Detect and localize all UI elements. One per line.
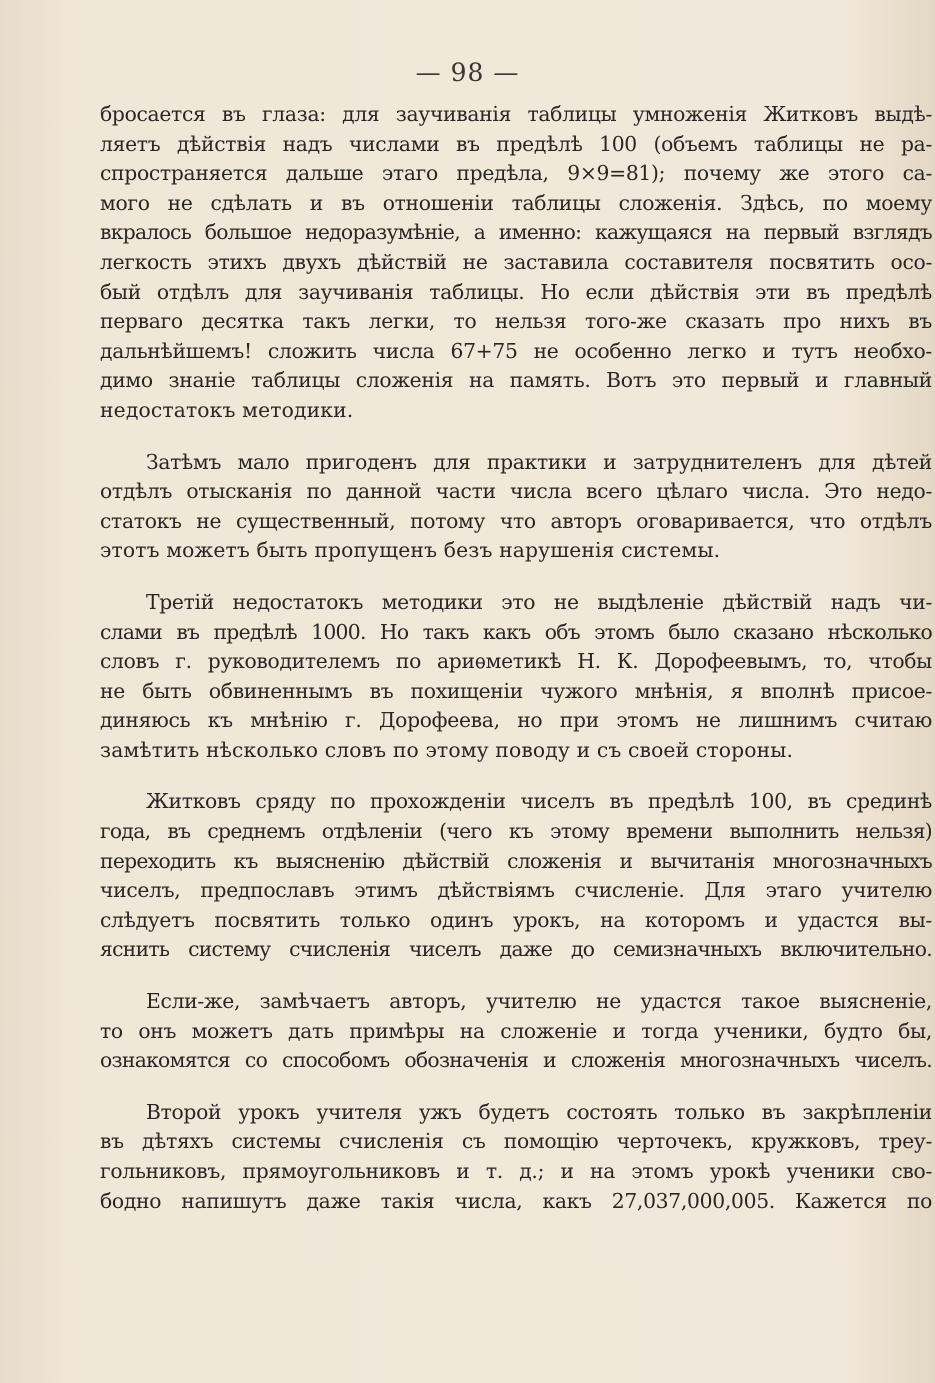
text-line: отдѣлъ отысканія по данной части числа всего цѣлаго числа. Это недо- — [100, 479, 932, 504]
text-line: гольниковъ, прямоугольниковъ и т. д.; и на этомъ урокѣ ученики сво- — [100, 1159, 932, 1183]
text-line: мого не сдѣлать и въ отношеніи таблицы сложенія. Здѣсь, по моему — [100, 190, 932, 215]
paragraph-5 — [100, 987, 932, 1076]
text-line: переходить къ выясненію дѣйствій сложенія и вычитанія многозначныхъ — [100, 848, 932, 873]
text-line: бый отдѣлъ для заучиванія таблицы. Но если дѣйствія эти въ предѣлѣ — [100, 279, 932, 304]
text-line: спространяется дальше этаго предѣла, 9×9=81); почему же этого са- — [100, 161, 932, 186]
text-line: вкралось большое недоразумѣніе, а именно: кажущаяся на первый взглядъ — [100, 220, 932, 245]
page-number: — 98 — — [415, 58, 520, 87]
paragraph-4 — [100, 787, 932, 965]
paragraph-2 — [100, 448, 932, 566]
text-line: бросается въ глаза: для заучиванія таблицы умноженія Житковъ выдѣ- — [100, 102, 932, 126]
text-line: недостатокъ методики. — [100, 397, 354, 422]
text-line: Затѣмъ мало пригоденъ для практики и затруднителенъ для дѣтей — [146, 449, 932, 474]
page-body — [100, 100, 932, 1238]
text-line: года, въ среднемъ отдѣленіи (чего къ этому времени выполнить нельзя) — [100, 819, 932, 844]
text-line: статокъ не существенный, потому что авторъ оговаривается, что отдѣлъ — [100, 508, 932, 533]
text-line: слами въ предѣлѣ 1000. Но такъ какъ объ этомъ было сказано нѣсколько — [100, 619, 932, 644]
paragraph-1 — [100, 100, 932, 426]
text-line: Второй урокъ учителя ужъ будетъ состоять только въ закрѣпленіи — [146, 1099, 932, 1124]
text-line: словъ г. руководителемъ по ариѳметикѣ Н. К. Дорофеевымъ, то, чтобы — [100, 649, 932, 674]
text-line: дальнѣйшемъ! сложить числа 67+75 не особенно легко и тутъ необхо- — [100, 338, 932, 363]
text-line: не быть обвиненнымъ въ похищеніи чужого мнѣнія, я вполнѣ присое- — [100, 678, 932, 703]
text-line: ознакомятся со способомъ обозначенія и сложенія многозначныхъ чиселъ. — [100, 1048, 932, 1073]
text-line: ляетъ дѣйствія надъ числами въ предѣлѣ 100 (объемъ таблицы не ра- — [100, 131, 932, 156]
text-line: въ дѣтяхъ системы счисленія съ помощію черточекъ, кружковъ, треу- — [100, 1129, 932, 1154]
paragraph-3 — [100, 588, 932, 766]
text-line: перваго десятка такъ легки, то нельзя того-же сказать про нихъ въ — [100, 309, 932, 334]
text-line: слѣдуетъ посвятить только одинъ урокъ, на которомъ и удастся вы- — [100, 907, 932, 932]
paragraph-6 — [100, 1098, 932, 1216]
text-line: Если-же, замѣчаетъ авторъ, учителю не удастся такое выясненіе, — [146, 989, 932, 1014]
text-line: Житковъ сряду по прохожденіи чиселъ въ предѣлѣ 100, въ срединѣ — [146, 789, 932, 814]
text-line: димо знаніе таблицы сложенія на память. Вотъ это первый и главный — [100, 368, 932, 393]
text-line: легкость этихъ двухъ дѣйствій не заставила составителя посвятить осо- — [100, 249, 932, 274]
text-line: чиселъ, предпославъ этимъ дѣйствіямъ счисленіе. Для этаго учителю — [100, 878, 932, 903]
text-line: этотъ можетъ быть пропущенъ безъ нарушенія системы. — [100, 538, 721, 563]
text-line: то онъ можетъ дать примѣры на сложеніе и тогда ученики, будто бы, — [100, 1018, 932, 1043]
text-line: замѣтить нѣсколько словъ по этому поводу и съ своей стороны. — [100, 737, 794, 762]
text-line: бодно напишутъ даже такія числа, какъ 27,037,000,005. Кажется по — [100, 1188, 932, 1213]
text-line: диняюсь къ мнѣнію г. Дорофеева, но при этомъ не лишнимъ считаю — [100, 708, 932, 733]
text-line: Третій недостатокъ методики это не выдѣленіе дѣйствій надъ чи- — [146, 589, 932, 614]
text-line: яснить систему счисленія чиселъ даже до семизначныхъ включительно. — [100, 937, 932, 962]
